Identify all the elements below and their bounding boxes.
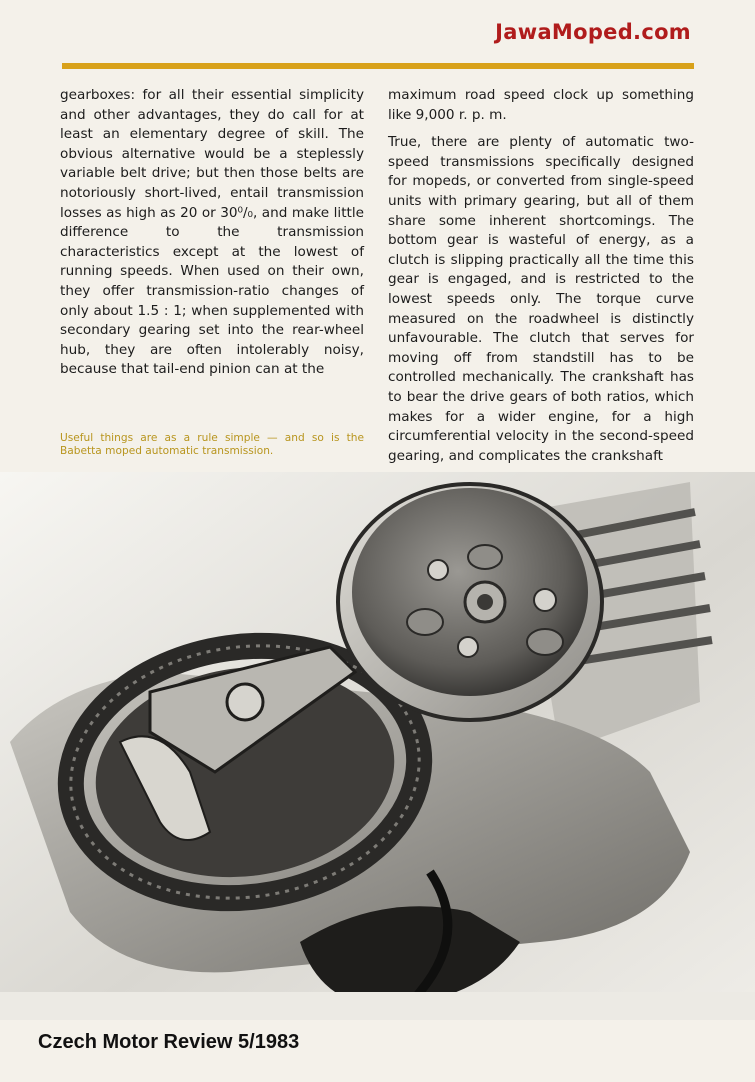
header-rule (62, 63, 694, 69)
left-column-text: gearboxes: for all their essential simplicity and other advantages, they do call for at least an elementary degree of skill. The obvious alternative would be a steplessly variable belt drive; but then those belts are notoriously short-lived, entail transmission losses as high as 20 or 30⁰/₀, and make little difference to the transmission characteristics except at the lowest of running speeds. When used on their own, they offer transmission-ratio changes of only about 1.5 : 1; when supplemented with secondary gearing set into the rear-wheel hub, they are often intolerably noisy, because that tail-end pinion can at the (60, 87, 364, 378)
right-column-paragraph-1: maximum road speed clock up something like 9,000 r. p. m. (388, 87, 694, 123)
right-column-paragraph-2: True, there are plenty of automatic two-speed transmissions specifically designed for mopeds, or converted from single-speed units with primary gearing, but all of them share some inherent shortcomings. The bottom gear is wasteful of energy, as a clutch is slipping practically all the time this gear is engaged, and is restricted to the lowest speeds only. The torque curve measured on the roadwheel is distinctly unfavourable. The clutch that serves for moving off from standstill has to be controlled mechanically. The crankshaft has to bear the drive gears of both ratios, which makes for a wider engine, for a high circumferential velocity in the second-speed gearing, and complicates the crankshaft (388, 134, 694, 464)
photo-caption: Useful things are as a rule simple — and so is the Babetta moped automatic transmission. (60, 432, 364, 457)
transmission-photo (0, 472, 755, 1020)
article-left-column (60, 86, 364, 388)
source-footer: Czech Motor Review 5/1983 (38, 1031, 300, 1053)
article-right-column (388, 86, 694, 474)
site-brand[interactable]: JawaMoped.com (495, 20, 691, 44)
